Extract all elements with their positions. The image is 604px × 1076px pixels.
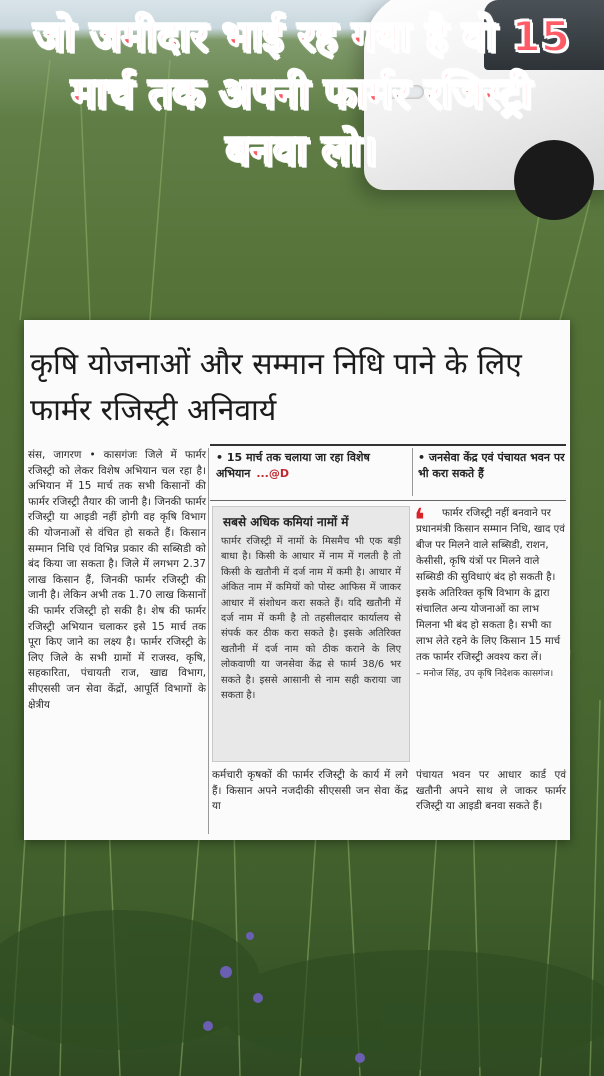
subhead-1-text: • 15 मार्च तक चलाया जा रहा विशेष अभियान xyxy=(216,451,370,480)
subhead-1 xyxy=(216,450,408,482)
subhead-2 xyxy=(418,450,566,482)
newspaper-clipping xyxy=(24,320,570,840)
column-divider xyxy=(412,448,413,496)
article-column-3-bottom: पंचायत भवन पर आधार कार्ड एवं खतौनी अपने साथ ले जाकर फार्मर रजिस्ट्री या आइडी बनवा सकते हैं। xyxy=(416,769,566,813)
sidebar-box xyxy=(212,506,410,762)
subhead-2-text: • जनसेवा केंद्र एवं पंचायत भवन पर भी करा सकते हैं xyxy=(418,451,565,480)
quote-byline: – मनोज सिंह, उप कृषि निदेशक कासगंज। xyxy=(416,669,554,679)
clipping-title: कृषि योजनाओं और सम्मान निधि पाने के लिए फार्मर रजिस्ट्री अनिवार्य xyxy=(30,347,522,428)
article-column-2-bottom: कर्मचारी कृषकों की फार्मर रजिस्ट्री के कार्य में लगे हैं। किसान अपने नजदीकी सीएससी जन सेवा केंद्र या xyxy=(212,769,408,813)
overlay-headline: जो जमीदार भाई रह गया है वो 15 मार्च तक अपनी फार्मर रजिस्ट्री बनवा लो। xyxy=(33,12,571,175)
watermark-tag: ...@D xyxy=(256,467,289,480)
box-title: सबसे अधिक कमियां नामों में xyxy=(223,515,349,529)
title-rule xyxy=(210,444,566,446)
column-divider xyxy=(208,448,209,834)
article-column-1: संस, जागरण • कासगंजः जिले में फार्मर रजिस्ट्री को लेकर विशेष अभियान चल रहा है। अभियान में 15 मार्च तक सभी किसानों की फार्मर रजिस्ट्री तैयार की जानी है। जिनकी फार्मर रजिस्ट्री या आइडी नहीं होगी वह कृषि विभाग की योजनाओं से वंचित हो सकते हैं। किसान सम्मान निधि एवं विभिन्न प्रकार की सब्सिडी को बंद किया जा सकता है। जिले में लगभग 2.37 लाख किसान हैं, जिनकी फार्मर रजिस्ट्री की जानी है। लेकिन अभी तक 1.70 लाख किसानों की फार्मर रजिस्ट्री हो सकी है। शेष की फार्मर रजिस्ट्री अभियान चलाकर इसे 15 मार्च तक पूरा किए जाने का लक्ष्य है। फार्मर रजिस्ट्री के लिए जिले के सभी ग्रामों में राजस्व, कृषि, सहकारिता, पंचायती राज, खाद्य विभाग, सीएससी जन सेवा केंद्रों, आपूर्ति विभागों के क्षेत्रीय xyxy=(28,449,206,711)
box-text: फार्मर रजिस्ट्री में नामों के मिसमैच भी एक बड़ी बाधा है। किसी के आधार में नाम में गलती है तो किसी के खतौनी में दर्ज नाम में कमी है। आधार में अंकित नाम में कमियों को पोस्ट आफिस में जाकर आधार में संशोधन करा सकते हैं। यदि खतौनी में दर्ज नाम में कमी है तो तहसीलदार कार्यालय से संपर्क कर ठीक करा सकते है। इसके अतिरिक्त खतौनी में दर्ज नाम को ठीक कराने के लिए लोकवाणी या जनसेवा केंद्र से फार्म 38/6 भर सकते है। इससे आसानी से नाम सही कराया जा सकता है। xyxy=(221,536,401,702)
quote-mark-icon: ❛ xyxy=(414,501,426,539)
subhead-rule xyxy=(210,500,566,501)
quote-block xyxy=(414,501,566,682)
quote-text: फार्मर रजिस्ट्री नहीं बनवाने पर प्रधानमंत्री किसान सम्मान निधि, खाद एवं बीज पर मिलने वाले सब्सिडी, राशन, केसीसी, कृषि यंत्रों पर मिलने वाले सब्सिडी की सुविधाएं बंद हो सकती है। इसके अतिरिक्त कृषि विभाग के द्वारा संचालित अन्य योजनाओं का लाभ मिलना भी बंद हो सकता है। सभी का लाभ लेते रहने के लिए किसान 15 मार्च तक फार्मर रजिस्ट्री अवश्य करा लें। xyxy=(416,508,565,663)
